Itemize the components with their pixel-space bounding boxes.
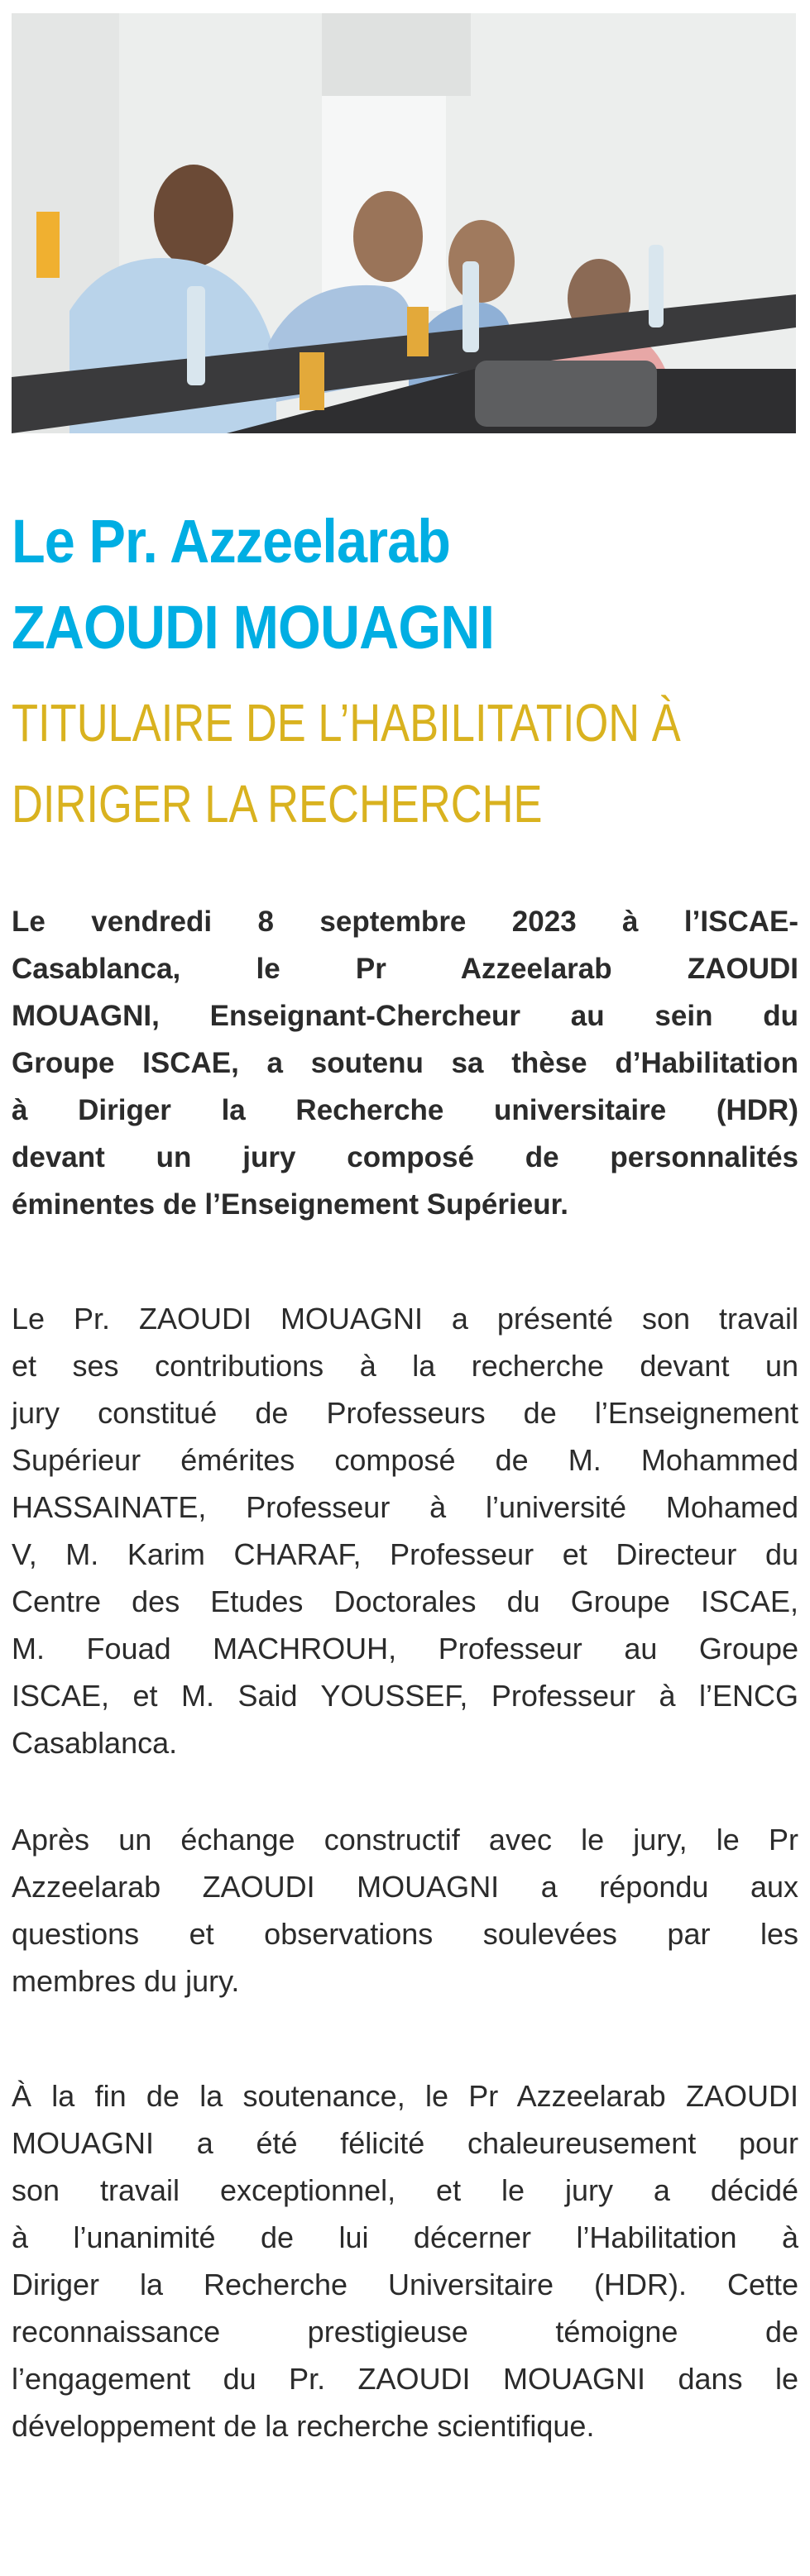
- title-line: ZAOUDI MOUAGNI: [12, 593, 495, 662]
- paragraph-line: Le vendredi 8 septembre 2023 à l’ISCAE-: [12, 906, 798, 938]
- paragraph-line: questions et observations soulevées par les: [12, 1917, 798, 1951]
- subtitle-line: DIRIGER LA RECHERCHE: [12, 774, 543, 834]
- paragraph-line: Azzeelarab ZAOUDI MOUAGNI a répondu aux: [12, 1870, 798, 1904]
- paragraph-line: reconnaissance prestigieuse témoigne de: [12, 2315, 798, 2349]
- paragraph-line: et ses contributions à la recherche devant un: [12, 1349, 798, 1383]
- article-photo: [12, 13, 796, 433]
- paragraph-line: MOUAGNI, Enseignant-Chercheur au sein du: [12, 1000, 798, 1032]
- subtitle-line: TITULAIRE DE L’HABILITATION À: [12, 693, 681, 753]
- paragraph-line: Centre des Etudes Doctorales du Groupe ISCAE,: [12, 1584, 798, 1618]
- exchange-paragraph: [12, 1816, 798, 2005]
- paragraph-line: Supérieur émérites composé de M. Mohammed: [12, 1443, 798, 1477]
- paragraph-line: HASSAINATE, Professeur à l’université Mohamed: [12, 1490, 798, 1524]
- paragraph-line: Casablanca, le Pr Azzeelarab ZAOUDI: [12, 953, 798, 985]
- paragraph-line: à Diriger la Recherche universitaire (HDR): [12, 1094, 798, 1126]
- paragraph-line: développement de la recherche scientifique.: [12, 2409, 595, 2443]
- paragraph-line: membres du jury.: [12, 1964, 240, 1998]
- article-subtitle: [12, 682, 681, 844]
- paragraph-line: éminentes de l’Enseignement Supérieur.: [12, 1188, 568, 1221]
- paragraph-line: devant un jury composé de personnalités: [12, 1141, 798, 1173]
- paragraph-line: Le Pr. ZAOUDI MOUAGNI a présenté son travail: [12, 1302, 798, 1336]
- article-title: [12, 499, 494, 671]
- paragraph-line: l’engagement du Pr. ZAOUDI MOUAGNI dans le: [12, 2362, 798, 2396]
- paragraph-line: Diriger la Recherche Universitaire (HDR). Cette: [12, 2268, 798, 2301]
- paragraph-line: ISCAE, et M. Said YOUSSEF, Professeur à l’ENCG: [12, 1679, 798, 1713]
- paragraph-line: M. Fouad MACHROUH, Professeur au Groupe: [12, 1632, 798, 1666]
- intro-paragraph: [12, 898, 798, 1228]
- paragraph-line: à l’unanimité de lui décerner l’Habilitation à: [12, 2220, 798, 2254]
- paragraph-line: Casablanca.: [12, 1726, 178, 1760]
- paragraph-line: V, M. Karim CHARAF, Professeur et Directeur du: [12, 1537, 798, 1571]
- paragraph-line: son travail exceptionnel, et le jury a décidé: [12, 2173, 798, 2207]
- paragraph-line: À la fin de la soutenance, le Pr Azzeelarab ZAOUDI: [12, 2079, 798, 2113]
- paragraph-line: Après un échange constructif avec le jury, le Pr: [12, 1823, 798, 1857]
- paragraph-line: jury constitué de Professeurs de l’Enseignement: [12, 1396, 798, 1430]
- paragraph-line: Groupe ISCAE, a soutenu sa thèse d’Habilitation: [12, 1047, 798, 1079]
- jury-paragraph: [12, 1295, 798, 1766]
- paragraph-line: MOUAGNI a été félicité chaleureusement pour: [12, 2126, 798, 2160]
- meeting-photo-illustration: [12, 13, 796, 433]
- conclusion-paragraph: [12, 2072, 798, 2449]
- title-line: Le Pr. Azzeelarab: [12, 507, 451, 576]
